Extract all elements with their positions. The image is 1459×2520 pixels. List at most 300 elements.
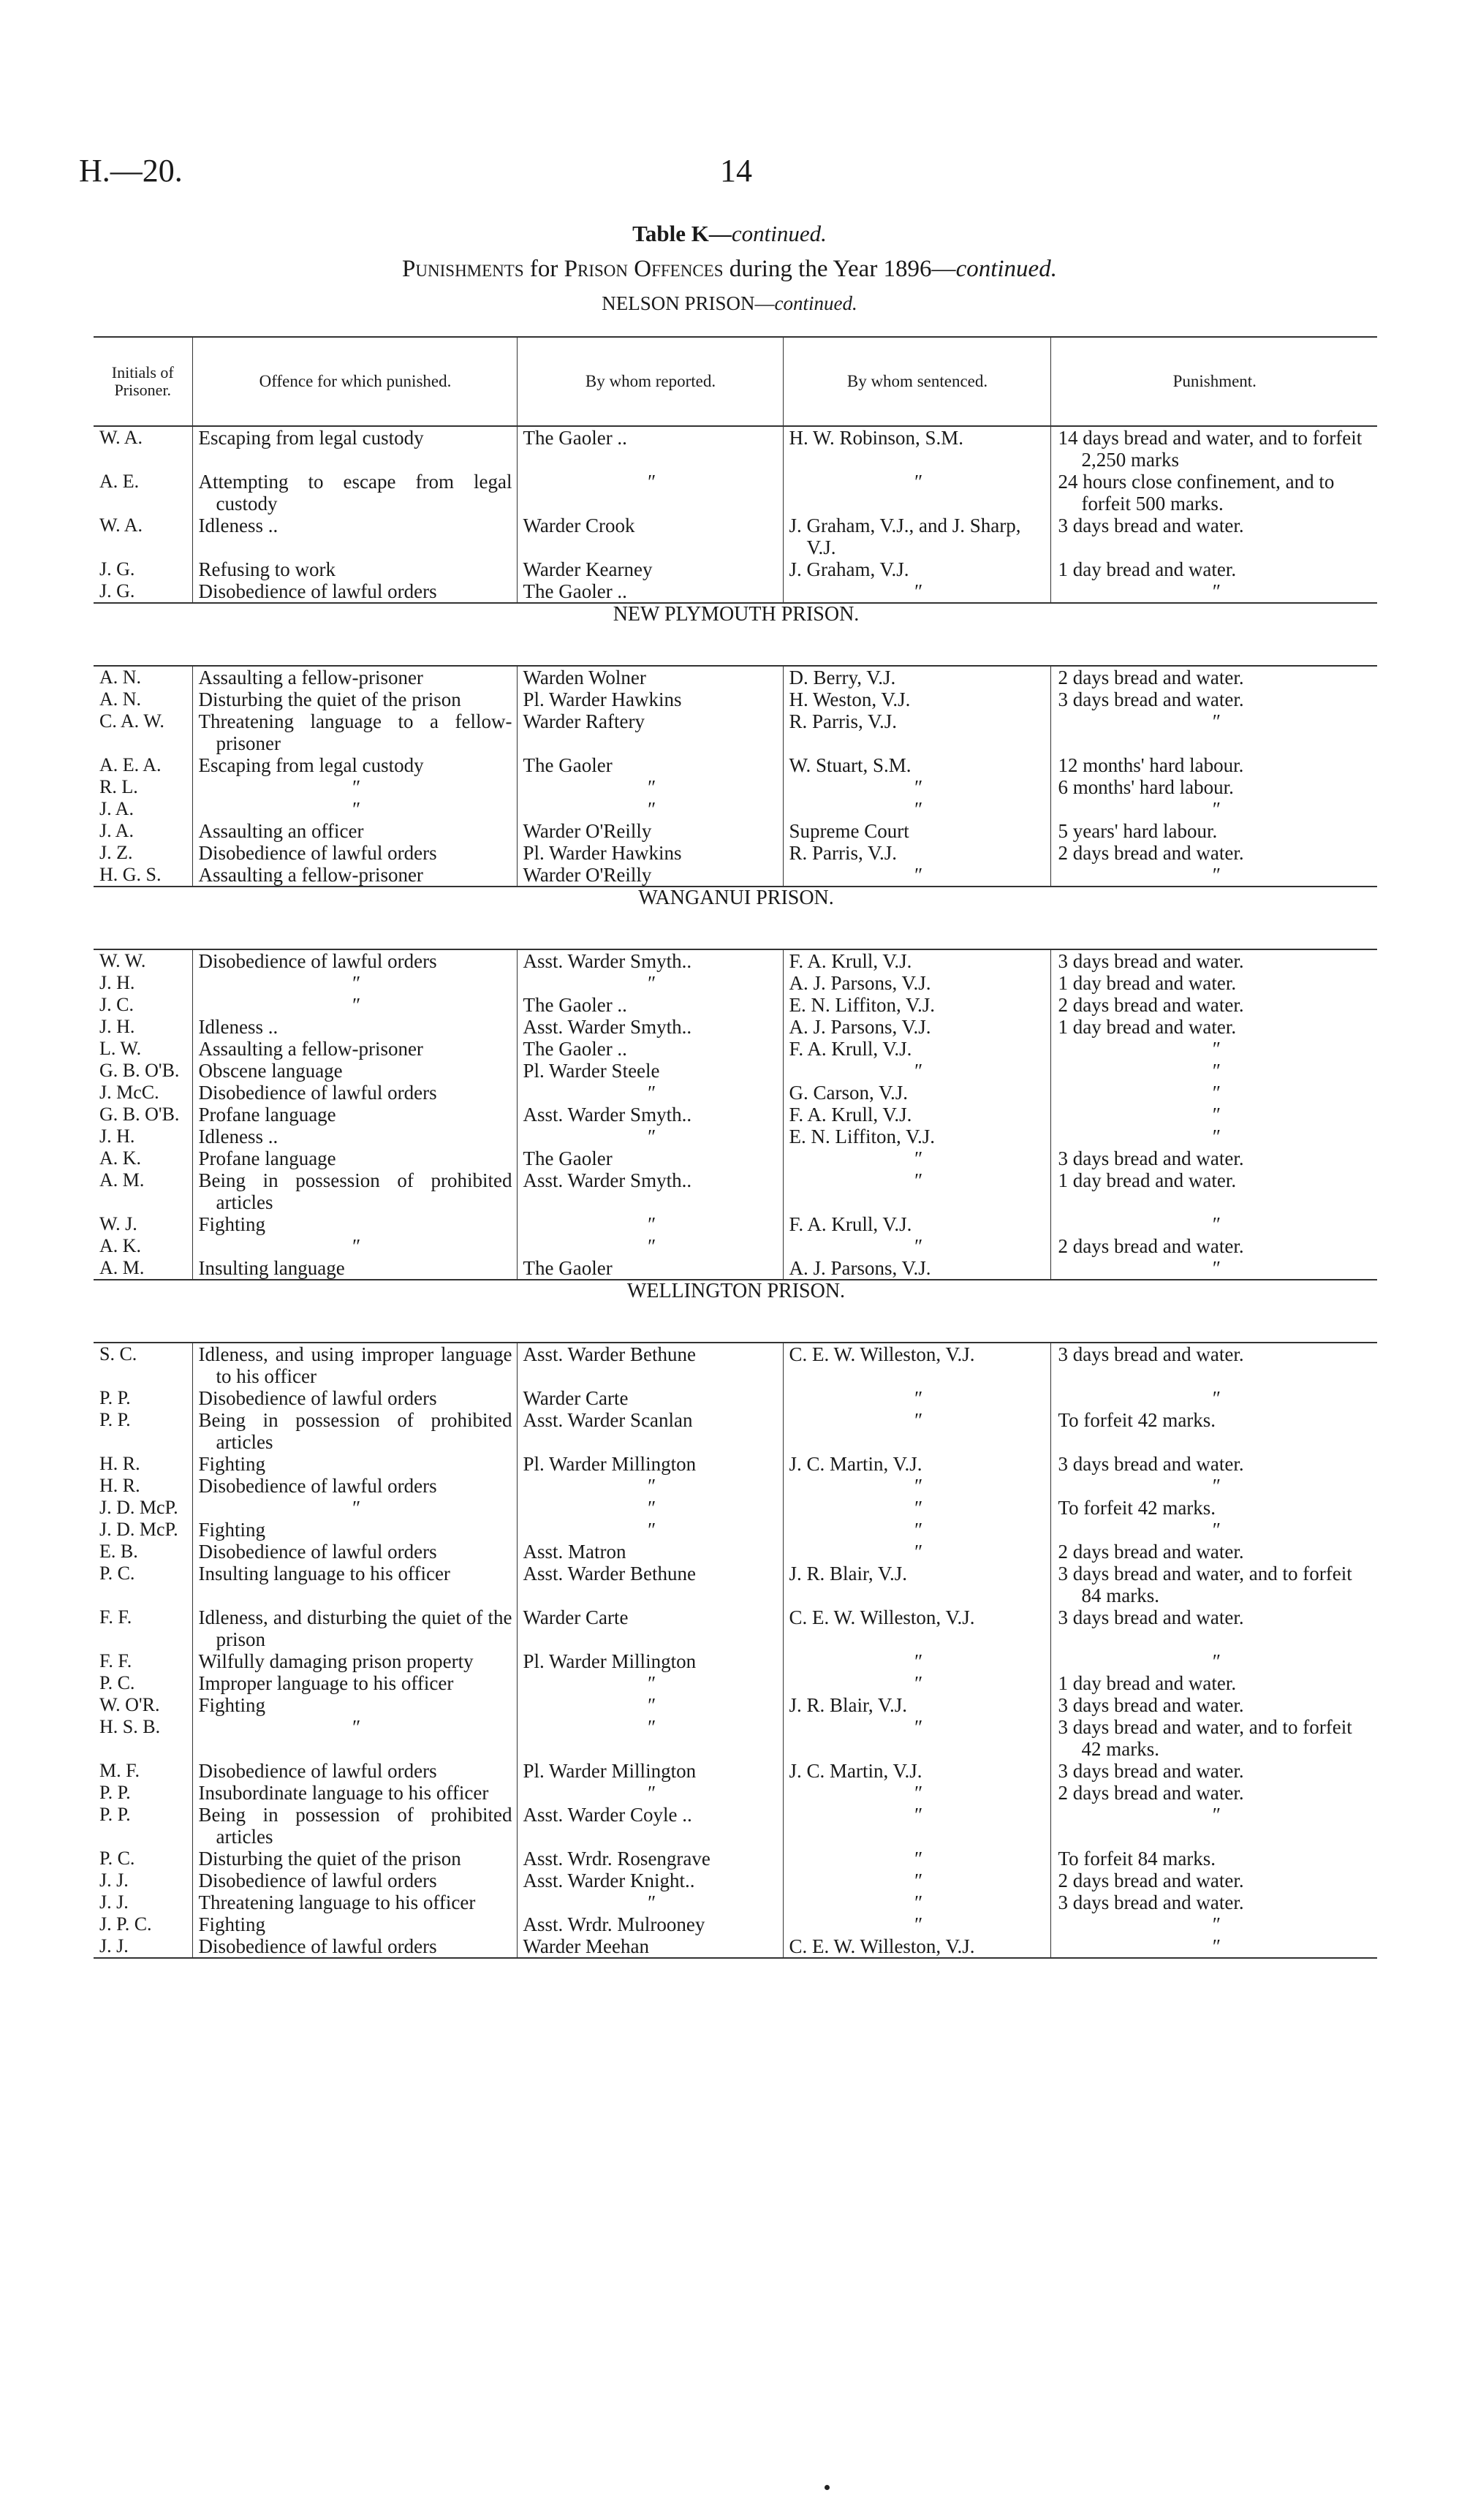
cell-sentenced-by [783, 666, 1050, 688]
cell-value: 6 months' hard labour. [1058, 776, 1234, 798]
cell-initials [94, 1672, 192, 1694]
cell-punishment [1050, 1782, 1377, 1804]
cell-punishment [1050, 1541, 1377, 1563]
ditto-mark: ″ [913, 1782, 922, 1804]
cell-value: 1 day bread and water. [1058, 1016, 1237, 1038]
cell-value: J. R. Blair, V.J. [789, 1563, 907, 1585]
ditto-mark: ″ [913, 798, 922, 820]
cell-value: J. C. [99, 994, 134, 1015]
cell-value: 3 days bread and water. [1058, 1606, 1244, 1628]
cell-sentenced-by [783, 710, 1050, 754]
cell-value: Assaulting a fellow-prisoner [198, 864, 423, 886]
ditto-mark: ″ [1211, 1038, 1220, 1060]
cell-sentenced-by [783, 1804, 1050, 1848]
table-row [94, 972, 1377, 994]
cell-value: J. R. Blair, V.J. [789, 1694, 907, 1716]
cell-reported-by [517, 1650, 783, 1672]
cell-sentenced-by [783, 1147, 1050, 1169]
cell-value: H. S. B. [99, 1716, 161, 1737]
subtitle-part-1: Punishments [402, 256, 524, 282]
cell-value: A. M. [99, 1257, 145, 1278]
cell-punishment [1050, 1606, 1377, 1650]
table-end-rule [94, 1958, 1377, 1959]
cell-sentenced-by [783, 1453, 1050, 1475]
cell-value: C. E. W. Willeston, V.J. [789, 1606, 975, 1628]
cell-value: Fighting [198, 1519, 266, 1541]
cell-value: E. N. Liffiton, V.J. [789, 994, 936, 1016]
cell-text [199, 1104, 512, 1126]
cell-value: H. Weston, V.J. [789, 688, 911, 710]
cell-sentenced-by [783, 1475, 1050, 1497]
cell-value: Asst. Warder Bethune [523, 1343, 697, 1365]
cell-initials [94, 1257, 192, 1280]
cell-punishment [1050, 426, 1377, 471]
cell-value: Warder O'Reilly [523, 820, 652, 842]
cell-value: Asst. Warder Bethune [523, 1563, 697, 1585]
cell-reported-by [517, 1563, 783, 1606]
table-row [94, 1235, 1377, 1257]
cell-value: D. Berry, V.J. [789, 667, 896, 688]
cell-value: To forfeit 42 marks. [1058, 1409, 1216, 1431]
cell-text [523, 688, 778, 710]
ditto-mark: ″ [1211, 1126, 1220, 1147]
cell-initials [94, 580, 192, 603]
section-heading: WANGANUI PRISON. [94, 887, 1377, 949]
cell-reported-by [517, 820, 783, 842]
cell-reported-by [517, 1126, 783, 1147]
cell-punishment [1050, 1453, 1377, 1475]
ditto-mark: ″ [1211, 710, 1220, 732]
cell-punishment [1050, 688, 1377, 710]
table-row [94, 1387, 1377, 1409]
table-row [94, 471, 1377, 515]
cell-initials [94, 471, 192, 515]
cell-sentenced-by [783, 558, 1050, 580]
ditto-mark: ″ [913, 1169, 922, 1191]
ditto-mark: ″ [913, 1497, 922, 1519]
cell-value: A. E. A. [99, 754, 162, 775]
cell-reported-by [517, 1519, 783, 1541]
cell-sentenced-by [783, 798, 1050, 820]
cell-value: 24 hours close confinement, and to forfeit 500 marks. [1058, 471, 1335, 515]
cell-value: To forfeit 42 marks. [1058, 1497, 1216, 1519]
ditto-mark: ″ [351, 1235, 360, 1257]
table-row [94, 1848, 1377, 1870]
cell-text [789, 1694, 1046, 1716]
cell-value: Wilfully damaging prison property [198, 1650, 474, 1672]
cell-offence [192, 1016, 517, 1038]
cell-value: Threatening language to a fellow-prisoner [198, 710, 512, 754]
cell-offence [192, 1104, 517, 1126]
cell-value: Disobedience of lawful orders [198, 1082, 437, 1104]
ditto-mark: ″ [1211, 1650, 1220, 1672]
cell-value: R. Parris, V.J. [789, 710, 898, 732]
cell-initials [94, 558, 192, 580]
cell-punishment [1050, 710, 1377, 754]
ditto-mark: ″ [646, 1716, 655, 1738]
table-row [94, 710, 1377, 754]
ditto-mark: ″ [913, 1891, 922, 1913]
cell-offence [192, 1935, 517, 1958]
cell-value: A. J. Parsons, V.J. [789, 1257, 931, 1279]
cell-sentenced-by [783, 754, 1050, 776]
cell-value: Fighting [198, 1913, 266, 1935]
cell-value: Disobedience of lawful orders [198, 1935, 437, 1957]
table-row [94, 1475, 1377, 1497]
cell-value: Pl. Warder Millington [523, 1453, 697, 1475]
cell-value: Insulting language [198, 1257, 345, 1279]
ditto-mark: ″ [913, 776, 922, 798]
cell-value: Fighting [198, 1694, 266, 1716]
cell-value: Asst. Warder Coyle .. [523, 1804, 692, 1826]
cell-value: The Gaoler [523, 754, 613, 776]
cell-text [523, 1104, 778, 1126]
cell-value: Warder Kearney [523, 558, 653, 580]
ditto-mark: ″ [351, 1497, 360, 1519]
cell-value: Assaulting an officer [198, 820, 364, 842]
subtitle-part-3: Prison Offences [564, 256, 724, 282]
table-row [94, 1038, 1377, 1060]
page-number: 14 [720, 153, 752, 189]
cell-sentenced-by [783, 515, 1050, 558]
cell-value: Fighting [198, 1453, 266, 1475]
cell-value: J. D. McP. [99, 1497, 178, 1518]
cell-reported-by [517, 1672, 783, 1694]
cell-value: 3 days bread and water. [1058, 1343, 1244, 1365]
cell-sentenced-by [783, 1760, 1050, 1782]
table-row [94, 1563, 1377, 1606]
cell-text [523, 820, 778, 842]
cell-punishment [1050, 820, 1377, 842]
cell-value: Warder O'Reilly [523, 864, 652, 886]
table-row [94, 1519, 1377, 1541]
page-mark [825, 2485, 830, 2490]
table-body [94, 426, 1377, 1959]
cell-initials [94, 1147, 192, 1169]
cell-value: C. E. W. Willeston, V.J. [789, 1343, 975, 1365]
cell-value: Asst. Warder Knight.. [523, 1870, 695, 1891]
cell-offence [192, 1475, 517, 1497]
cell-text [789, 1104, 1046, 1126]
table-row [94, 1497, 1377, 1519]
cell-punishment [1050, 754, 1377, 776]
ditto-mark: ″ [913, 1409, 922, 1431]
cell-value: L. W. [99, 1038, 142, 1059]
cell-initials [94, 1343, 192, 1387]
cell-value: J. J. [99, 1891, 129, 1913]
header-reference: H.—20. [79, 153, 183, 189]
cell-value: Assaulting a fellow-prisoner [198, 667, 423, 688]
cell-offence [192, 1060, 517, 1082]
cell-offence [192, 1563, 517, 1606]
table-subtitle [0, 256, 1459, 283]
cell-text [789, 1453, 1046, 1475]
cell-sentenced-by [783, 1913, 1050, 1935]
ditto-mark: ″ [646, 776, 655, 798]
cell-value: W. A. [99, 515, 143, 536]
section-heading: NEW PLYMOUTH PRISON. [94, 603, 1377, 666]
cell-punishment [1050, 1870, 1377, 1891]
cell-offence [192, 1497, 517, 1519]
subtitle-part-4: during the Year 1896— [723, 256, 956, 282]
cell-initials [94, 1038, 192, 1060]
cell-value: Obscene language [198, 1060, 343, 1082]
table-row [94, 1672, 1377, 1694]
cell-text [523, 842, 778, 864]
cell-value: H. W. Robinson, S.M. [789, 427, 964, 449]
cell-text [789, 1563, 1046, 1585]
cell-text [789, 972, 1046, 994]
cell-sentenced-by [783, 1257, 1050, 1280]
cell-sentenced-by [783, 471, 1050, 515]
prison-title-main: NELSON PRISON— [602, 292, 775, 314]
cell-offence [192, 580, 517, 603]
cell-sentenced-by [783, 1409, 1050, 1453]
cell-value: A. E. [99, 471, 140, 492]
cell-initials [94, 1716, 192, 1760]
cell-initials [94, 1497, 192, 1519]
cell-punishment [1050, 1891, 1377, 1913]
cell-value: G. B. O'B. [99, 1060, 180, 1081]
cell-reported-by [517, 972, 783, 994]
cell-punishment [1050, 1475, 1377, 1497]
ditto-mark: ″ [1211, 1804, 1220, 1826]
cell-value: 3 days bread and water. [1058, 1760, 1244, 1782]
cell-value: 12 months' hard labour. [1058, 754, 1244, 776]
cell-value: J. G. [99, 558, 135, 580]
cell-offence [192, 754, 517, 776]
cell-reported-by [517, 1235, 783, 1257]
cell-value: Asst. Warder Smyth.. [523, 950, 692, 972]
cell-punishment [1050, 1848, 1377, 1870]
ditto-mark: ″ [913, 471, 922, 493]
ditto-mark: ″ [1211, 1257, 1220, 1279]
ditto-mark: ″ [646, 1126, 655, 1147]
cell-value: Disobedience of lawful orders [198, 1541, 437, 1563]
cell-value: Refusing to work [198, 558, 336, 580]
cell-value: Fighting [198, 1213, 266, 1235]
cell-text [789, 1082, 1046, 1104]
table-header-row [94, 337, 1377, 426]
ditto-mark: ″ [1211, 1213, 1220, 1235]
cell-punishment [1050, 842, 1377, 864]
cell-reported-by [517, 842, 783, 864]
cell-offence [192, 1343, 517, 1387]
cell-sentenced-by [783, 1082, 1050, 1104]
cell-value: A. N. [99, 688, 142, 710]
cell-value: 2 days bread and water. [1058, 994, 1244, 1016]
cell-value: Being in possession of prohibited articles [198, 1169, 512, 1213]
cell-reported-by [517, 1716, 783, 1760]
cell-text [789, 688, 1046, 710]
cell-reported-by [517, 1343, 783, 1387]
cell-reported-by [517, 776, 783, 798]
cell-initials [94, 1563, 192, 1606]
cell-reported-by [517, 994, 783, 1016]
ditto-mark: ″ [1211, 864, 1220, 886]
cell-value: H. R. [99, 1475, 140, 1496]
cell-punishment [1050, 471, 1377, 515]
cell-initials [94, 1082, 192, 1104]
cell-punishment [1050, 1169, 1377, 1213]
cell-offence [192, 1169, 517, 1213]
cell-text [523, 1935, 778, 1957]
cell-offence [192, 1147, 517, 1169]
cell-punishment [1050, 1060, 1377, 1082]
cell-offence [192, 842, 517, 864]
table-row [94, 1016, 1377, 1038]
cell-initials [94, 1541, 192, 1563]
cell-offence [192, 1541, 517, 1563]
cell-reported-by [517, 1760, 783, 1782]
cell-sentenced-by [783, 842, 1050, 864]
cell-text [523, 667, 778, 688]
cell-offence [192, 426, 517, 471]
cell-offence [192, 1650, 517, 1672]
cell-text [523, 1060, 778, 1082]
cell-text [789, 842, 1046, 864]
ditto-mark: ″ [913, 1519, 922, 1541]
column-header-reported: By whom reported. [517, 337, 783, 426]
table-row [94, 1913, 1377, 1935]
ditto-mark: ″ [646, 1082, 655, 1104]
cell-text [523, 754, 778, 776]
cell-text [523, 1409, 778, 1431]
cell-sentenced-by [783, 1016, 1050, 1038]
cell-initials [94, 688, 192, 710]
cell-value: 5 years' hard labour. [1058, 820, 1218, 842]
cell-value: Disobedience of lawful orders [198, 1870, 437, 1891]
cell-value: C. A. W. [99, 710, 164, 732]
cell-value: Escaping from legal custody [198, 427, 424, 449]
cell-initials [94, 426, 192, 471]
ditto-mark: ″ [913, 580, 922, 602]
ditto-mark: ″ [646, 1213, 655, 1235]
table-title [0, 221, 1459, 247]
cell-initials [94, 1650, 192, 1672]
cell-value: E. B. [99, 1541, 138, 1562]
cell-initials [94, 1782, 192, 1804]
ditto-mark: ″ [1211, 1519, 1220, 1541]
cell-reported-by [517, 1497, 783, 1519]
cell-punishment [1050, 1913, 1377, 1935]
cell-value: Being in possession of prohibited articles [198, 1804, 512, 1848]
table-row [94, 1060, 1377, 1082]
table-row [94, 820, 1377, 842]
cell-value: C. E. W. Willeston, V.J. [789, 1935, 975, 1957]
cell-value: Pl. Warder Millington [523, 1760, 697, 1782]
table-title-main: Table K— [632, 221, 732, 246]
cell-sentenced-by [783, 1563, 1050, 1606]
cell-value: The Gaoler [523, 1257, 613, 1279]
cell-value: Threatening language to his officer [198, 1891, 476, 1913]
cell-value: P. P. [99, 1782, 131, 1803]
cell-value: W. W. [99, 950, 146, 971]
cell-reported-by [517, 1606, 783, 1650]
cell-value: P. C. [99, 1563, 135, 1584]
cell-initials [94, 842, 192, 864]
cell-offence [192, 515, 517, 558]
cell-text [523, 1343, 778, 1365]
table-row [94, 1104, 1377, 1126]
cell-text [523, 1257, 778, 1279]
table-row [94, 1891, 1377, 1913]
cell-punishment [1050, 798, 1377, 820]
cell-text [523, 1453, 778, 1475]
cell-value: The Gaoler [523, 1147, 613, 1169]
cell-text [523, 1038, 778, 1060]
cell-value: J. A. [99, 820, 134, 841]
cell-offence [192, 1082, 517, 1104]
cell-value: J. D. McP. [99, 1519, 178, 1540]
cell-reported-by [517, 1409, 783, 1453]
cell-offence [192, 1672, 517, 1694]
cell-punishment [1050, 1409, 1377, 1453]
cell-text [789, 427, 1046, 449]
cell-value: Supreme Court [789, 820, 909, 842]
ditto-mark: ″ [1211, 1082, 1220, 1104]
cell-punishment [1050, 1694, 1377, 1716]
cell-offence [192, 820, 517, 842]
cell-text [789, 1213, 1046, 1235]
cell-punishment [1050, 1760, 1377, 1782]
cell-punishment [1050, 776, 1377, 798]
cell-sentenced-by [783, 1213, 1050, 1235]
cell-offence [192, 1387, 517, 1409]
cell-reported-by [517, 1038, 783, 1060]
cell-value: J. Graham, V.J. [789, 558, 909, 580]
cell-offence [192, 558, 517, 580]
table-end-cell [94, 1958, 1377, 1959]
cell-value: M. F. [99, 1760, 140, 1781]
cell-initials [94, 1935, 192, 1958]
cell-text [789, 558, 1046, 580]
cell-offence [192, 666, 517, 688]
cell-value: The Gaoler .. [523, 1038, 627, 1060]
cell-initials [94, 864, 192, 887]
cell-offence [192, 1694, 517, 1716]
cell-text [789, 994, 1046, 1016]
ditto-mark: ″ [1211, 1060, 1220, 1082]
cell-value: W. Stuart, S.M. [789, 754, 912, 776]
cell-value: Insulting language to his officer [198, 1563, 450, 1585]
cell-sentenced-by [783, 1848, 1050, 1870]
cell-offence [192, 1760, 517, 1782]
cell-reported-by [517, 1694, 783, 1716]
cell-value: 3 days bread and water, and to forfeit 42 marks. [1058, 1716, 1352, 1760]
cell-text [199, 1213, 512, 1235]
table-row [94, 1257, 1377, 1280]
cell-text [789, 1038, 1046, 1060]
cell-initials [94, 1891, 192, 1913]
cell-initials [94, 515, 192, 558]
table-row [94, 1804, 1377, 1848]
table-row [94, 1694, 1377, 1716]
column-header-sentenced: By whom sentenced. [783, 337, 1050, 426]
ditto-mark: ″ [646, 972, 655, 994]
cell-text [523, 1541, 778, 1563]
cell-sentenced-by [783, 1343, 1050, 1387]
ditto-mark: ″ [646, 1782, 655, 1804]
cell-reported-by [517, 1913, 783, 1935]
cell-value: Asst. Warder Scanlan [523, 1409, 693, 1431]
cell-text [523, 427, 778, 449]
cell-sentenced-by [783, 1126, 1050, 1147]
ditto-mark: ″ [1211, 580, 1220, 602]
ditto-mark: ″ [913, 1870, 922, 1891]
cell-sentenced-by [783, 820, 1050, 842]
cell-offence [192, 1804, 517, 1848]
